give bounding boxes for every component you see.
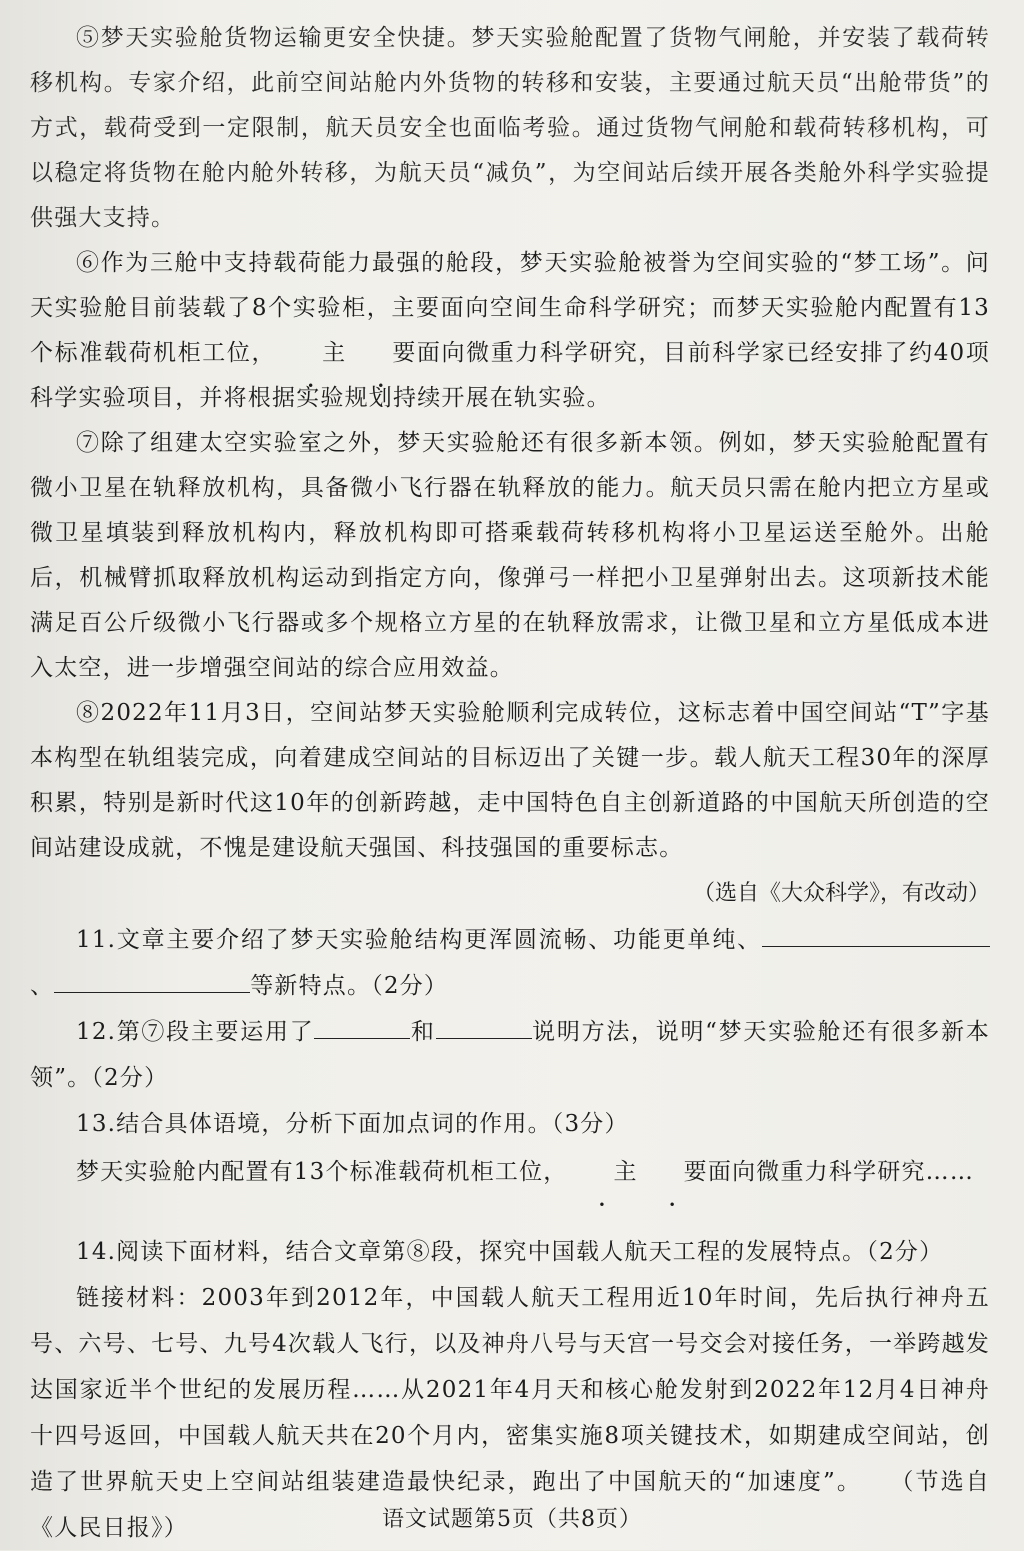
paragraph-7: ⑦除了组建太空实验室之外，梦天实验舱还有很多新本领。例如，梦天实验舱配置有微小卫星在轨释放机构，具备微小飞行器在轨释放的能力。航天员只需在舱内把立方星或微卫星填装到释放机构内，释放机构即可搭乘载荷转移机构将小卫星运送至舱外。出舱后，机械臂抓取释放机构运动到指定方向，像弹弓一样把小卫星弹射出去。这项新技术能满足百公斤级微小飞行器或多个规格立方星的在轨释放需求，让微卫星和立方星低成本进入太空，进一步增强空间站的综合应用效益。	[30, 430, 990, 681]
answer-blank-12-2[interactable]	[436, 1012, 532, 1039]
paragraph-8: ⑧2022年11月3日，空间站梦天实验舱顺利完成转位，这标志着中国空间站“T”字基本构型在轨组装完成，向着建成空间站的目标迈出了关键一步。载人航天工程30年的深厚积累，特别是新时代这10年的创新跨越，走中国特色自主创新道路的中国航天所创造的空间站建设成就，不愧是建设航天强国、科技强国的重要标志。	[30, 700, 990, 861]
question-12	[30, 1009, 990, 1101]
paragraph-6	[30, 241, 990, 421]
dotted-char-2: 要	[392, 340, 417, 366]
answer-blank-11-1[interactable]	[762, 920, 990, 947]
link-material-text: 链接材料：2003年到2012年，中国载人航天工程用近10年时间，先后执行神舟五号、六号、七号、九号4次载人飞行，以及神舟八号与天宫一号交会对接任务，一举跨越发达国家近半个世纪的发展历程……从2021年4月天和核心舱发射到2022年12月4日神舟十四号返回，中国载人航天共在20个月内，密集实施8项关键技术，如期建成空间站，创造了世界航天史上空间站组装建造最快纪录，跑出了中国航天的“加速度”。	[30, 1285, 990, 1495]
answer-space[interactable]	[30, 1195, 990, 1229]
question-13-quote-a: 梦天实验舱内配置有13个标准载荷机柜工位，	[76, 1159, 568, 1185]
question-12-mid: 和	[410, 1019, 436, 1045]
question-11	[30, 917, 990, 1009]
question-13-quote	[30, 1149, 990, 1195]
question-11-separator: 、	[30, 973, 55, 999]
answer-blank-12-1[interactable]	[314, 1012, 410, 1039]
question-11-tail: 等新特点。（2分）	[250, 973, 449, 999]
question-14: 14.阅读下面材料，结合文章第⑧段，探究中国载人航天工程的发展特点。（2分）	[76, 1239, 944, 1265]
question-12-tail: 说明方法，说明“梦天实验舱还有很多新本领”。（2分）	[30, 1019, 991, 1091]
question-13: 13.结合具体语境，分析下面加点词的作用。（3分）	[76, 1111, 629, 1137]
question-13-quote-b: 面向微重力科学研究……	[707, 1159, 975, 1185]
question-12-text: 12.第⑦段主要运用了	[76, 1019, 315, 1045]
dotted-char-1: 主	[322, 340, 347, 366]
page-footer: 语文试题第5页（共8页）	[382, 1507, 642, 1532]
question-11-text: 11.文章主要介绍了梦天实验舱结构更浑圆流畅、功能更单纯、	[76, 927, 762, 953]
q13-dotted-char-1: 主	[613, 1159, 638, 1185]
paragraph-6-part-a: ⑥作为三舱中支持载荷能力最强的舱段，梦天实验舱被誉为空间实验的“梦工场”。问天实验舱目前装载了8个实验柜，主要面向空间生命科学研究；而梦天实验舱内配置有13个标准载荷机柜工位，	[30, 250, 990, 366]
paragraph-5: ⑤梦天实验舱货物运输更安全快捷。梦天实验舱配置了货物气闸舱，并安装了载荷转移机构。专家介绍，此前空间站舱内外货物的转移和安装，主要通过航天员“出舱带货”的方式，载荷受到一定限制，航天员安全也面临考验。通过货物气闸舱和载荷转移机构，可以稳定将货物在舱内舱外转移，为航天员“减负”，为空间站后续开展各类舱外科学实验提供强大支持。	[30, 25, 990, 231]
answer-blank-11-2[interactable]	[54, 966, 250, 993]
paragraph-6-part-b: 面向微重力科学研究，目前科学家已经安排了约40项科学实验项目，并将根据实验规划持续开展在轨实验。	[30, 340, 991, 411]
passage-source: （选自《大众科学》，有改动）	[692, 881, 990, 906]
link-material-source: （节选自《人民日报》）	[30, 1469, 990, 1541]
q13-dotted-char-2: 要	[683, 1159, 708, 1185]
